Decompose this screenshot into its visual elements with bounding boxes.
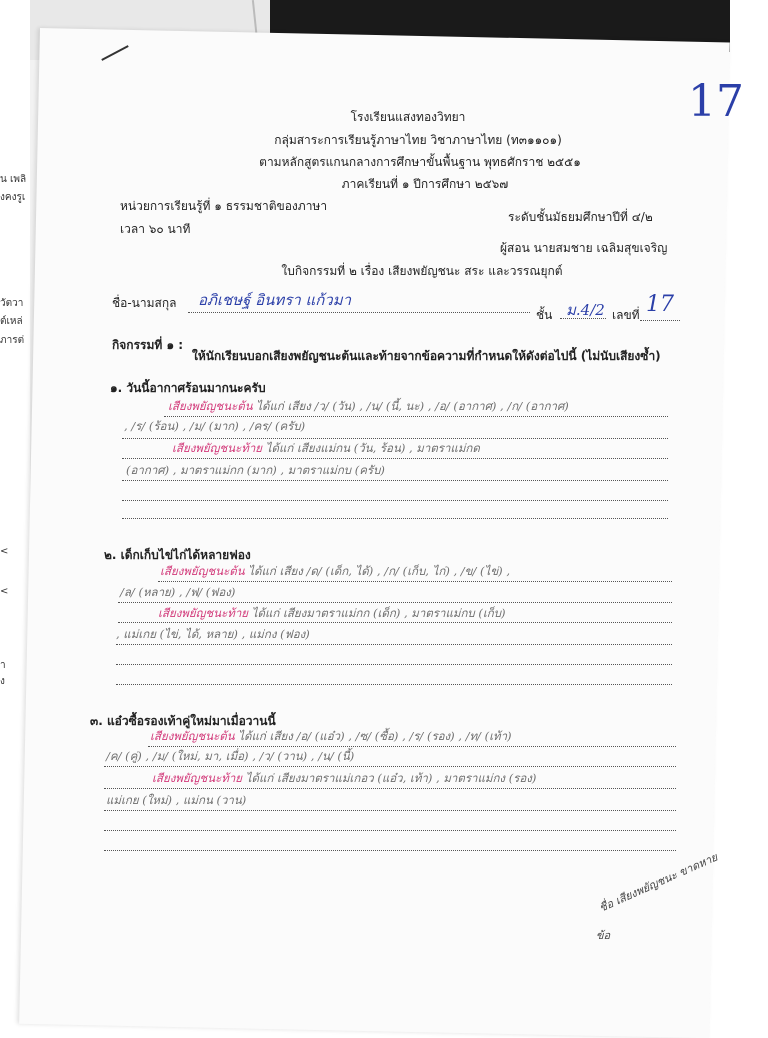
left-fragment: <	[0, 586, 9, 597]
left-fragment: ต์เหล่	[0, 316, 23, 327]
number-label: เลขที่	[612, 308, 640, 322]
answer-handwriting: , แม่เกย (ไข่, ได้, หลาย) , แม่กง (ฟอง)	[116, 627, 310, 641]
q1-answer-line	[126, 462, 385, 480]
answer-heading-handwriting: เสียงพยัญชนะต้น	[150, 729, 235, 743]
page-number: 17	[688, 76, 744, 127]
answer-handwriting: (อากาศ) , มาตราแม่กก (มาก) , มาตราแม่กบ (ครับ)	[126, 463, 385, 477]
answer-rule	[116, 644, 672, 645]
q2-answer-line	[158, 605, 506, 623]
answer-handwriting: /ค/ (คู่) , /ม/ (ใหม่, มา, เมื่อ) , /ว/ (วาน) , /น/ (นี้)	[106, 749, 355, 763]
question-3: ๓. แอ๋วซื้อรองเท้าคู่ใหม่มาเมื่อวานนี้	[90, 714, 276, 728]
answer-rule	[104, 850, 676, 851]
left-fragment: น เพลิ	[0, 174, 27, 185]
answer-handwriting: ได้แก่ เสียงมาตราแม่เกอว (แอ๋ว, เท้า) , มาตราแม่กง (รอง)	[242, 771, 537, 785]
teacher-note-2: ข้อ	[596, 929, 611, 942]
name-rule	[188, 312, 530, 313]
teacher-note: ชื่อ เสียงพยัญชนะ ขาดหาย	[597, 850, 720, 915]
student-name: อภิเชษฐ์ อินทรา แก้วมา	[198, 291, 352, 309]
answer-heading-handwriting: เสียงพยัญชนะต้น	[160, 564, 245, 578]
answer-rule	[118, 622, 672, 623]
q3-answer-line	[106, 748, 354, 766]
answer-handwriting: ได้แก่ เสียงมาตราแม่กก (เด็ก) , มาตราแม่กบ (เก็บ)	[248, 606, 506, 620]
answer-heading-handwriting: เสียงพยัญชนะต้น	[168, 399, 253, 413]
q2-answer-line	[116, 626, 310, 644]
answer-rule	[148, 746, 676, 747]
answer-handwriting: ได้แก่ เสียง /ด/ (เด็ก, ได้) , /ก/ (เก็บ, ไก่) , /ข/ (ไข่) ,	[244, 564, 510, 578]
answer-rule	[122, 500, 668, 501]
subject-group: กลุ่มสาระการเรียนรู้ภาษาไทย วิชาภาษาไทย (ท๓๑๑๐๑)	[274, 133, 562, 147]
answer-handwriting: /ล/ (หลาย) , /ฟ/ (ฟอง)	[120, 585, 236, 599]
answer-handwriting: , /ร/ (ร้อน) , /ม/ (มาก) , /คร/ (ครับ)	[124, 419, 306, 433]
teacher-label: ผู้สอน นายสมชาย เฉลิมสุขเจริญ	[500, 241, 668, 255]
q1-answer-line	[172, 440, 480, 458]
class-rule	[560, 318, 606, 319]
answer-rule	[122, 438, 668, 439]
left-fragment: ง	[0, 676, 5, 687]
answer-rule	[116, 684, 672, 685]
answer-heading-handwriting: เสียงพยัญชนะท้าย	[172, 441, 263, 455]
number-value: 17	[646, 292, 674, 317]
answer-rule	[158, 581, 672, 582]
left-fragment: <	[0, 546, 9, 557]
activity-instruction: ให้นักเรียนบอกเสียงพยัญชนะต้นและท้ายจากข้อความที่กำหนดให้ดังต่อไปนี้ (ไม่นับเสียงซ้ำ)	[192, 349, 661, 363]
left-fragment: า	[0, 660, 6, 671]
answer-handwriting: ได้แก่ เสียงแม่กน (วัน, ร้อน) , มาตราแม่กด	[262, 441, 480, 455]
question-2: ๒. เด็กเก็บไข่ไก่ได้หลายฟอง	[104, 548, 251, 562]
answer-handwriting: ได้แก่ เสียง /ว/ (วัน) , /น/ (นี้, นะ) , /อ/ (อากาศ) , /ก/ (อากาศ)	[252, 399, 569, 413]
answer-rule	[116, 664, 672, 665]
activity-title: กิจกรรมที่ ๑ :	[112, 338, 184, 352]
curriculum: ตามหลักสูตรแกนกลางการศึกษาขั้นพื้นฐาน พุทธศักราช ๒๕๕๑	[259, 155, 581, 169]
answer-rule	[104, 810, 676, 811]
left-fragment: งคงรูเ	[0, 192, 26, 203]
answer-rule	[104, 830, 676, 831]
time-label: เวลา ๖๐ นาที	[120, 222, 191, 236]
left-fragment: วัตวา	[0, 298, 24, 309]
number-rule	[640, 320, 680, 321]
q3-answer-line	[150, 728, 512, 746]
unit-label: หน่วยการเรียนรู้ที่ ๑ ธรรมชาติของภาษา	[120, 199, 328, 213]
answer-rule	[122, 480, 668, 481]
class-value: ม.4/2	[566, 301, 605, 319]
pen-mark	[101, 45, 128, 61]
class-label: ชั้น	[536, 308, 553, 322]
answer-rule	[122, 458, 668, 459]
name-label: ชื่อ-นามสกุล	[112, 296, 177, 310]
q3-answer-line	[152, 770, 536, 788]
answer-handwriting: ได้แก่ เสียง /อ/ (แอ๋ว) , /ซ/ (ซื้อ) , /ร/ (รอง) , /ท/ (เท้า)	[234, 729, 512, 743]
q1-answer-line	[168, 398, 569, 416]
answer-rule	[118, 602, 672, 603]
worksheet-title: ใบกิจกรรมที่ ๒ เรื่อง เสียงพยัญชนะ สระ และวรรณยุกต์	[281, 264, 563, 278]
q3-answer-line	[106, 792, 246, 810]
answer-rule	[104, 788, 676, 789]
semester: ภาคเรียนที่ ๑ ปีการศึกษา ๒๕๖๗	[341, 177, 509, 191]
answer-rule	[164, 416, 668, 417]
answer-handwriting: แม่เกย (ใหม่) , แม่กน (วาน)	[106, 793, 247, 807]
q2-answer-line	[160, 563, 510, 581]
school-name: โรงเรียนแสงทองวิทยา	[350, 110, 466, 124]
answer-heading-handwriting: เสียงพยัญชนะท้าย	[152, 771, 243, 785]
q2-answer-line	[120, 584, 235, 602]
q1-answer-line	[124, 418, 305, 436]
answer-rule	[122, 518, 668, 519]
left-fragment: ภารต่	[0, 335, 25, 346]
level-label: ระดับชั้นมัธยมศึกษาปีที่ ๔/๒	[508, 210, 653, 224]
answer-heading-handwriting: เสียงพยัญชนะท้าย	[158, 606, 249, 620]
answer-rule	[104, 766, 676, 767]
question-1: ๑. วันนี้อากาศร้อนมากนะครับ	[110, 381, 266, 395]
